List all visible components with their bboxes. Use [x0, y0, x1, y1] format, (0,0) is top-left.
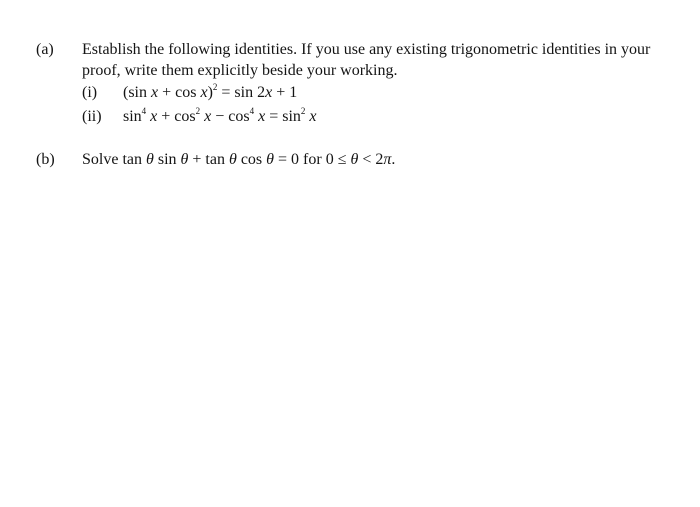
identity-ii-equals-sin: = sin [265, 108, 301, 125]
identity-i-plus-cos: + cos [158, 84, 201, 101]
part-b-plus-tan: + tan [188, 151, 229, 168]
part-b-pi: π [383, 151, 392, 168]
part-b-period: . [391, 151, 396, 168]
identity-ii-expression [123, 107, 317, 127]
identity-ii-minus-cos: − cos [211, 108, 250, 125]
part-b-label: (b) [36, 151, 55, 168]
identity-ii-exponent-3: 4 [249, 106, 255, 116]
identity-ii-sin: sin [123, 108, 142, 125]
part-b-theta-2: θ [180, 151, 189, 168]
part-b-theta-1: θ [146, 151, 154, 168]
identity-ii-plus-cos: + cos [157, 108, 196, 125]
part-b-sin: sin [153, 151, 181, 168]
identity-ii-label: (ii) [82, 108, 102, 125]
identity-ii-var-x-2: x [200, 108, 212, 125]
identity-ii-var-x-4: x [305, 108, 317, 125]
identity-ii-var-x-1: x [146, 108, 158, 125]
part-b-range-start: = 0 for 0 ≤ [274, 151, 351, 168]
identity-i-var-x-3: x [265, 84, 273, 101]
identity-i-equals-sin: = sin 2 [217, 84, 266, 101]
identity-i-open: (sin [123, 84, 151, 101]
part-b-theta-4: θ [266, 151, 275, 168]
identity-i-expression [123, 83, 297, 103]
part-b-tan-1: tan [122, 151, 146, 168]
part-b-theta-3: θ [228, 151, 237, 168]
part-b-cos: cos [236, 151, 267, 168]
identity-i-var-x-1: x [151, 84, 159, 101]
identity-i-tail: + 1 [272, 84, 298, 101]
identity-ii-exponent-1: 4 [141, 106, 147, 116]
part-a-instruction-line-2: proof, write them explicitly beside your working. [82, 62, 398, 79]
identity-ii-var-x-3: x [254, 108, 266, 125]
identity-i-label: (i) [82, 84, 98, 101]
part-b-solve: Solve [82, 151, 123, 168]
part-b-theta-5: θ [350, 151, 359, 168]
identity-ii-exponent-4: 2 [300, 106, 306, 116]
identity-i-var-x-2: x [200, 84, 208, 101]
part-b-range-less: < 2 [358, 151, 384, 168]
part-a-instruction-line-1: Establish the following identities. If you use any existing trigonometric identities in your [82, 41, 651, 58]
identity-i-close: ) [207, 84, 213, 101]
identity-i-exponent: 2 [212, 82, 218, 92]
part-a-label: (a) [36, 41, 54, 58]
identity-ii-exponent-2: 2 [195, 106, 201, 116]
part-b-equation [82, 150, 395, 170]
